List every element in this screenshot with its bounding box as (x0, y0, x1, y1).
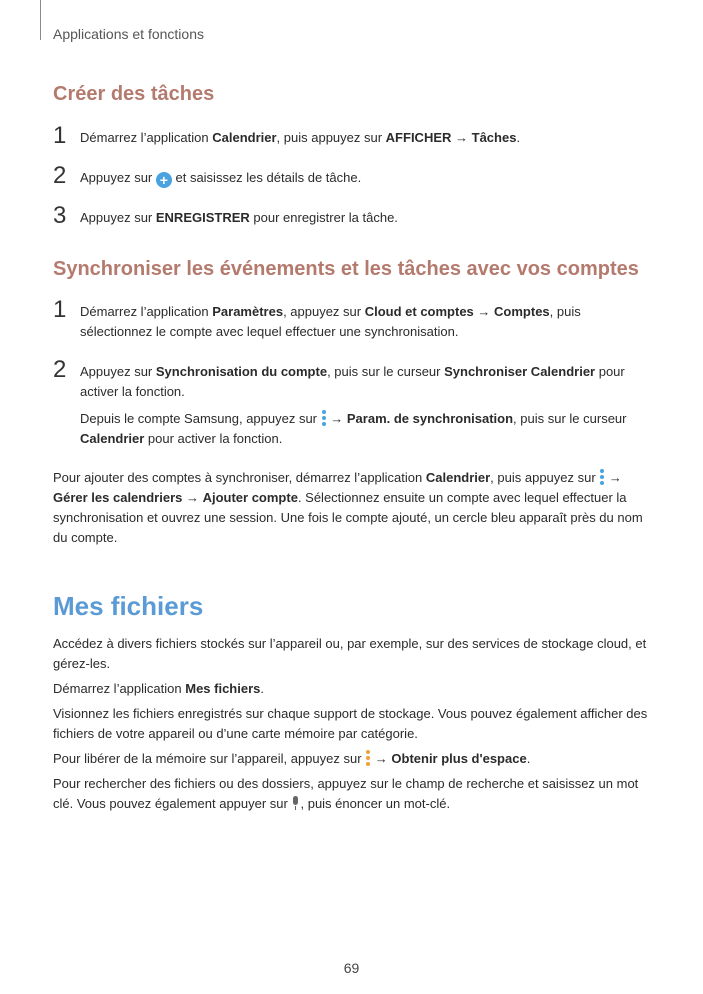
paragraph: Pour rechercher des fichiers ou des dossiers, appuyez sur le champ de recherche et saisissez un mot clé. Vous pouvez également appuyer sur , puis énoncer un mot-clé. (53, 776, 639, 811)
more-options-icon (321, 409, 327, 427)
step-number: 1 (53, 122, 67, 149)
section-title-mes-fichiers: Mes fichiers (53, 591, 204, 621)
page-number: 69 (343, 960, 360, 976)
paragraph: Pour libérer de la mémoire sur l’appareil, appuyez sur → Obtenir plus d'espace. (53, 751, 531, 766)
step-number: 3 (53, 202, 67, 229)
step-text: Démarrez l’application Paramètres, appuyez sur Cloud et comptes → Comptes, puis sélectionnez le compte avec lequel effectuer une synchronisation. (80, 304, 581, 339)
more-options-icon (599, 468, 605, 486)
paragraph: Démarrez l’application Mes fichiers. (53, 681, 265, 696)
step-2 (53, 162, 653, 189)
step-1 (53, 122, 653, 149)
section-title-synchroniser: Synchroniser les événements et les tâches avec vos comptes (53, 258, 639, 280)
step-3 (53, 202, 653, 229)
header-rule (40, 0, 41, 40)
step-number: 1 (53, 296, 67, 323)
more-options-icon (365, 749, 371, 767)
step-text: Appuyez sur ENREGISTRER pour enregistrer la tâche. (80, 210, 398, 225)
running-header: Applications et fonctions (53, 26, 204, 42)
paragraph: Visionnez les fichiers enregistrés sur chaque support de stockage. Vous pouvez également afficher des fichiers de votre appareil ou d’une carte mémoire par catégorie. (53, 706, 648, 741)
sync-note: Pour ajouter des comptes à synchroniser, démarrez l’application Calendrier, puis appuyez sur → Gérer les calendriers → Ajouter compte. Sélectionnez ensuite un compte avec lequel effectuer la synchronisation et ouvrez une session. Une fois le compte ajouté, un cercle bleu apparaît près du nom du compte. (53, 470, 643, 545)
section-title-creer-taches: Créer des tâches (53, 83, 215, 105)
step-text: Appuyez sur Synchronisation du compte, puis sur le curseur Synchroniser Calendrier pour activer la fonction. Depuis le compte Samsung, appuyez sur → Param. de synchronisation, puis sur le curseur Calendrier pour activer la fonction. (80, 362, 653, 449)
paragraph: Accédez à divers fichiers stockés sur l’appareil ou, par exemple, sur des services de stockage cloud, et gérez-les. (53, 636, 647, 671)
step-2 (53, 356, 653, 449)
step-text: Démarrez l’application Calendrier, puis appuyez sur AFFICHER → Tâches. (80, 130, 521, 145)
step-number: 2 (53, 162, 67, 189)
plus-icon: + (156, 172, 172, 188)
step-sub-text: Depuis le compte Samsung, appuyez sur → Param. de synchronisation, puis sur le curseur Calendrier pour activer la fonction. (80, 411, 627, 446)
step-1 (53, 296, 653, 342)
microphone-icon (291, 796, 300, 811)
step-number: 2 (53, 356, 67, 383)
step-text: Appuyez sur + et saisissez les détails de tâche. (80, 170, 362, 188)
mes-fichiers-body (53, 634, 653, 819)
